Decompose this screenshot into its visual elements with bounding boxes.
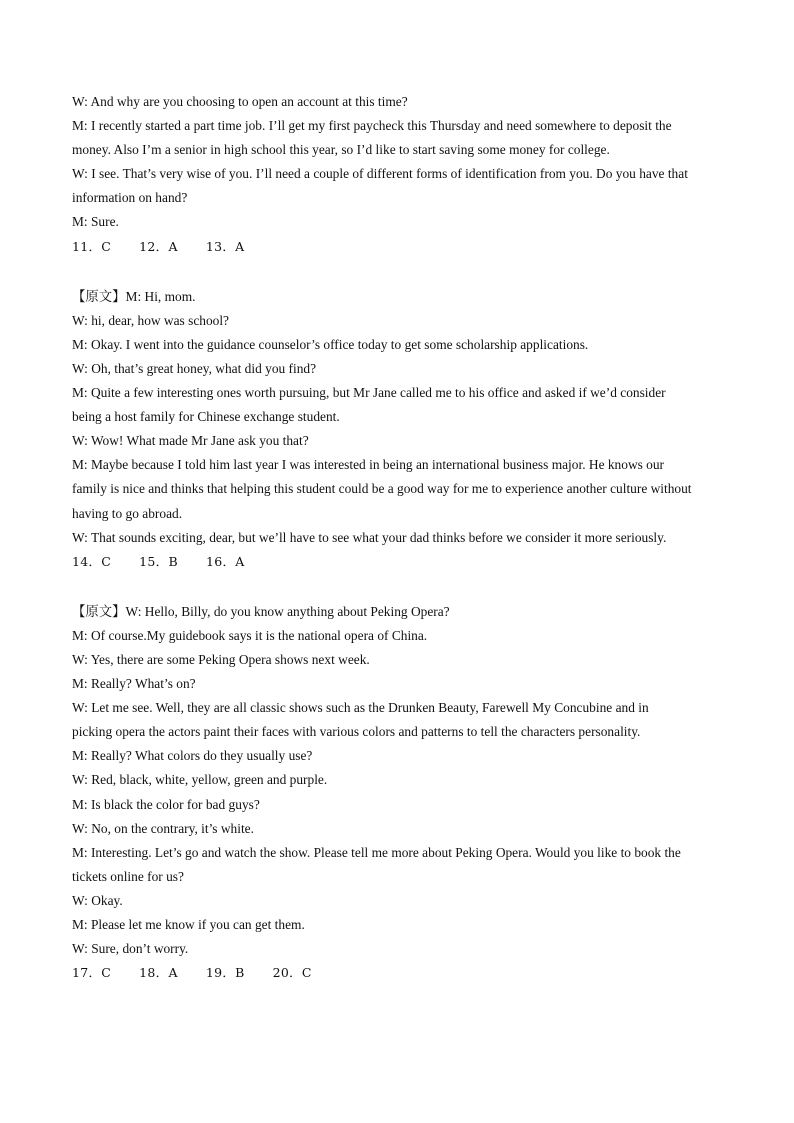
section-spacer [72,259,732,285]
dialogue-line: M: Okay. I went into the guidance counselor’s office today to get some scholarship applications. [72,336,589,352]
dialogue-line: M: Of course.My guidebook says it is the national opera of China. [72,627,428,643]
dialogue-line: W: Sure, don’t worry. [72,941,189,957]
answer-item: 14．C [72,553,112,569]
dialogue-line: W: Wow! What made Mr Jane ask you that? [72,433,309,449]
dialogue-heading-line: 【原文】W: Hello, Billy, do you know anything about Peking Opera? [72,603,450,619]
dialogue-line: W: Yes, there are some Peking Opera shows next week. [72,651,370,667]
dialogue-line: W: hi, dear, how was school? [72,312,230,328]
dialogue-line: M: Sure. [72,214,119,230]
dialogue-line: M: Really? What colors do they usually use? [72,748,313,764]
dialogue-heading-line: 【原文】M: Hi, mom. [72,288,196,304]
answer-item: 17．C [72,965,112,981]
dialogue-line: money. Also I’m a senior in high school this year, so I’d like to start saving some money for college. [72,142,610,158]
dialogue-line: M: Maybe because I told him last year I was interested in being an international business major. He knows our [72,457,665,473]
answer-key-row [72,961,732,985]
dialogue-line: W: Okay. [72,892,123,908]
section-spacer [72,574,732,600]
answer-item: 11．C [72,238,112,254]
answer-item: 12．A [139,238,178,254]
document-page [72,90,732,985]
dialogue-line: W: And why are you choosing to open an account at this time? [72,94,408,109]
dialogue-line: being a host family for Chinese exchange student. [72,409,340,425]
dialogue-line: W: That sounds exciting, dear, but we’ll have to see what your dad thinks before we consider it more seriously. [72,529,667,545]
dialogue-line: M: Interesting. Let’s go and watch the show. Please tell me more about Peking Opera. Would you like to book the [72,844,681,860]
answer-item: 15．B [139,553,178,569]
dialogue-line: picking opera the actors paint their faces with various colors and patterns to tell the characters personality. [72,724,641,740]
dialogue-line: W: Red, black, white, yellow, green and purple. [72,772,328,788]
dialogue-line: W: Oh, that’s great honey, what did you find? [72,360,317,376]
answer-key-row [72,550,732,574]
dialogue-line: W: I see. That’s very wise of you. I’ll need a couple of different forms of identification from you. Do you have that [72,166,688,182]
dialogue-section-1 [72,90,732,259]
answer-item: 13．A [205,238,245,254]
answer-item: 19．B [205,965,245,981]
dialogue-line: having to go abroad. [72,505,183,521]
answer-item: 16．A [205,553,245,569]
dialogue-line: W: Let me see. Well, they are all classic shows such as the Drunken Beauty, Farewell My Concubine and in [72,700,649,716]
dialogue-section-2 [72,285,732,574]
dialogue-line: M: Really? What’s on? [72,676,196,692]
dialogue-line: M: Is black the color for bad guys? [72,796,260,812]
answer-item: 20．C [272,965,312,981]
dialogue-line: W: No, on the contrary, it’s white. [72,820,254,836]
dialogue-line: tickets online for us? [72,868,184,884]
answer-key-row [72,235,732,259]
dialogue-line: family is nice and thinks that helping this student could be a good way for me to experience another culture without [72,481,692,497]
dialogue-line: information on hand? [72,190,188,206]
dialogue-section-3 [72,600,732,986]
dialogue-line: M: Quite a few interesting ones worth pursuing, but Mr Jane called me to his office and asked if we’d consider [72,385,666,401]
dialogue-line: M: I recently started a part time job. I’ll get my first paycheck this Thursday and need somewhere to deposit the [72,118,672,134]
dialogue-line: M: Please let me know if you can get them. [72,917,305,932]
answer-item: 18．A [139,965,178,981]
